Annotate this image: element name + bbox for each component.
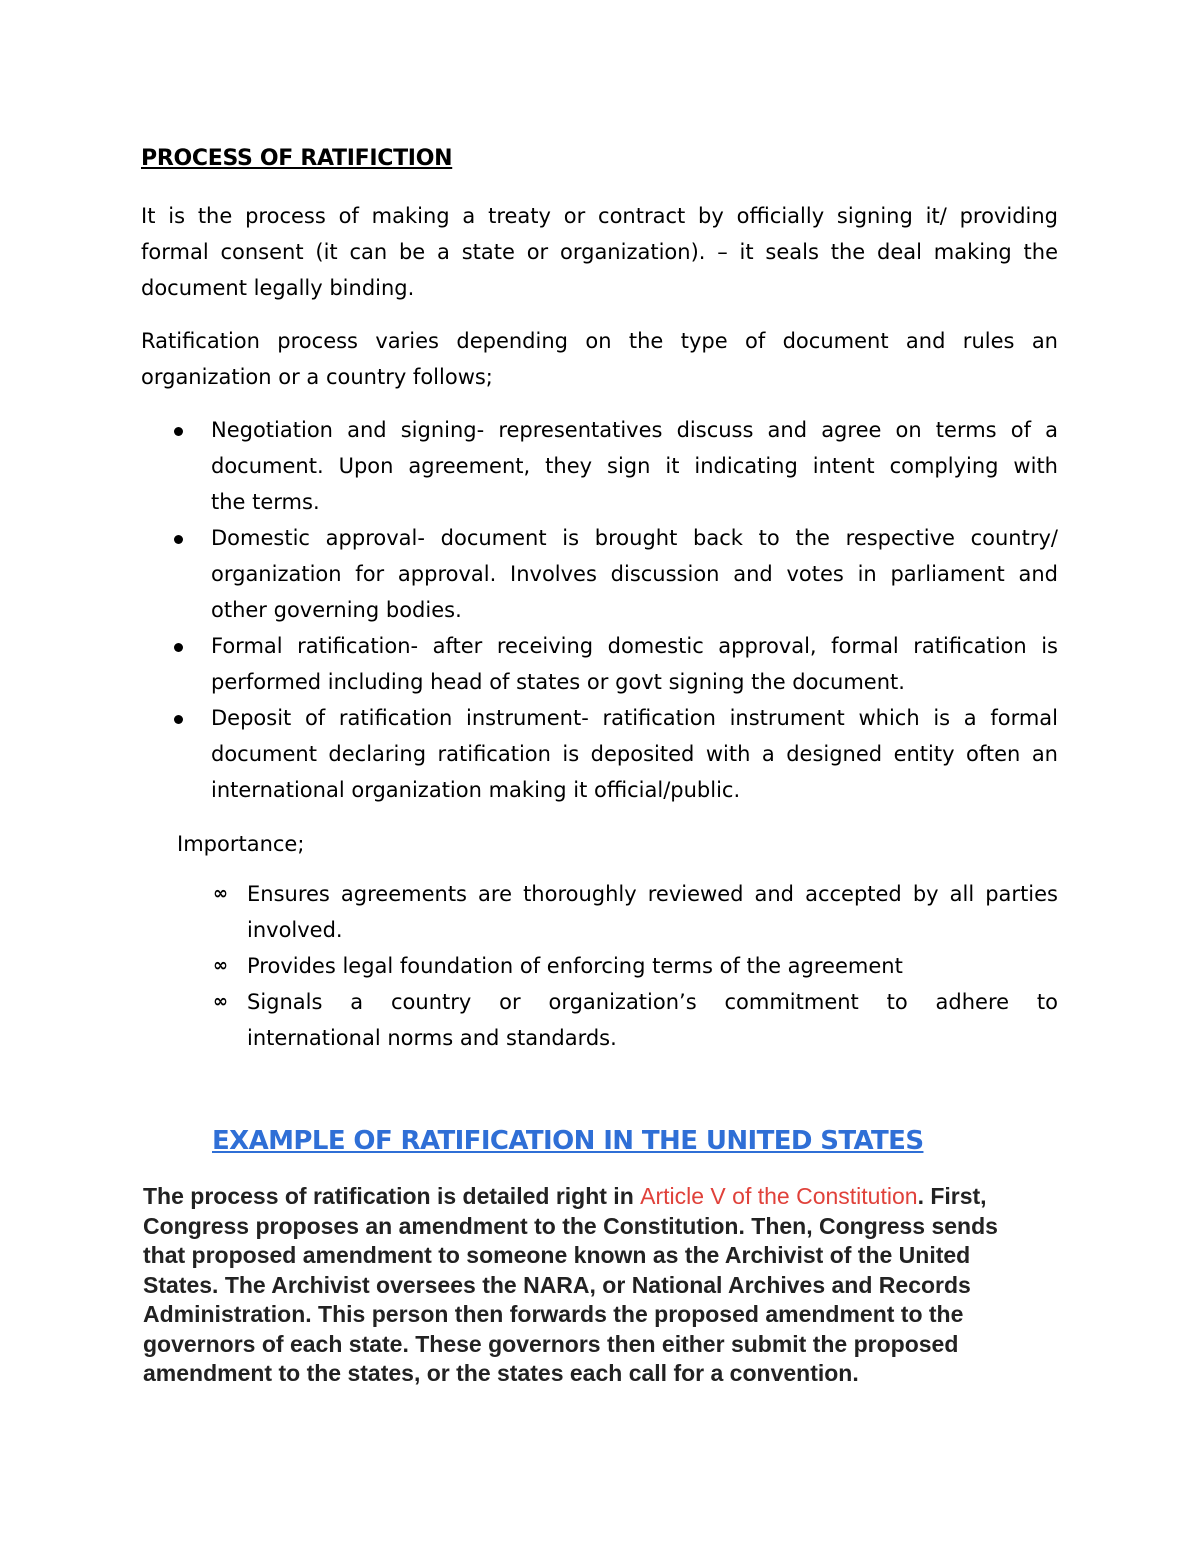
ratification-steps-list	[0, 412, 1200, 808]
list-item-line: Deposit of ratification instrument- ratification instrument which is a formal	[211, 706, 1058, 730]
varies-paragraph	[141, 323, 1058, 395]
intro-line: formal consent (it can be a state or organization). – it seals the deal making the	[141, 240, 1058, 264]
list-item-line: Formal ratification- after receiving domestic approval, formal ratification is	[211, 634, 1058, 658]
example-line: Administration. This person then forwards the proposed amendment to the	[143, 1301, 964, 1327]
list-item	[0, 700, 1058, 808]
list-item-line: Provides legal foundation of enforcing terms of the agreement	[247, 954, 903, 978]
bullet-icon	[174, 535, 183, 544]
bullet-icon	[174, 643, 183, 652]
list-item	[0, 948, 1058, 984]
list-item-line: performed including head of states or govt signing the document.	[211, 670, 905, 694]
infinity-bullet-icon: ∞	[213, 883, 228, 904]
example-paragraph	[143, 1182, 1043, 1389]
list-item-line: the terms.	[211, 490, 320, 514]
example-line: that proposed amendment to someone known as the Archivist of the United	[143, 1242, 971, 1268]
importance-list	[0, 876, 1200, 1056]
list-item-line: Ensures agreements are thoroughly reviewed and accepted by all parties	[247, 882, 1058, 906]
article-v-link[interactable]: Article V of the Constitution	[640, 1183, 918, 1209]
varies-line: Ratification process varies depending on the type of document and rules an	[141, 329, 1058, 353]
example-text: . First,	[917, 1183, 987, 1209]
list-item	[0, 412, 1058, 520]
list-item-line: Signals a country or organization’s commitment to adhere to	[247, 990, 1058, 1014]
bullet-icon	[174, 427, 183, 436]
list-item	[0, 984, 1058, 1056]
infinity-bullet-icon: ∞	[213, 955, 228, 976]
example-text: The process of ratification is detailed right in	[143, 1183, 641, 1209]
example-heading: EXAMPLE OF RATIFICATION IN THE UNITED STATES	[212, 1126, 924, 1156]
example-line: States. The Archivist oversees the NARA, or National Archives and Records	[143, 1271, 971, 1298]
example-line: governors of each state. These governors then either submit the proposed	[143, 1330, 959, 1357]
list-item	[0, 520, 1058, 628]
list-item-line: involved.	[247, 918, 343, 942]
importance-label: Importance;	[177, 832, 305, 856]
list-item-line: Domestic approval- document is brought back to the respective country/	[211, 526, 1058, 550]
bullet-icon	[174, 715, 183, 724]
list-item-line: document. Upon agreement, they sign it indicating intent complying with	[211, 454, 1058, 478]
example-line: amendment to the states, or the states each call for a convention.	[143, 1360, 859, 1386]
list-item	[0, 628, 1058, 700]
intro-line: document legally binding.	[141, 276, 415, 300]
intro-line: It is the process of making a treaty or contract by officially signing it/ providing	[141, 204, 1058, 228]
list-item-line: international norms and standards.	[247, 1026, 617, 1050]
list-item-line: other governing bodies.	[211, 598, 462, 622]
intro-paragraph	[141, 198, 1058, 306]
infinity-bullet-icon: ∞	[213, 991, 228, 1012]
list-item-line: Negotiation and signing- representatives discuss and agree on terms of a	[211, 418, 1058, 442]
list-item-line: international organization making it official/public.	[211, 778, 741, 802]
example-line	[143, 1182, 1043, 1212]
list-item	[0, 876, 1058, 948]
list-item-line: document declaring ratification is deposited with a designed entity often an	[211, 742, 1058, 766]
page-title: PROCESS OF RATIFICTION	[141, 146, 453, 171]
example-line: Congress proposes an amendment to the Constitution. Then, Congress sends	[143, 1212, 998, 1239]
list-item-line: organization for approval. Involves discussion and votes in parliament and	[211, 562, 1058, 586]
varies-line: organization or a country follows;	[141, 365, 493, 389]
